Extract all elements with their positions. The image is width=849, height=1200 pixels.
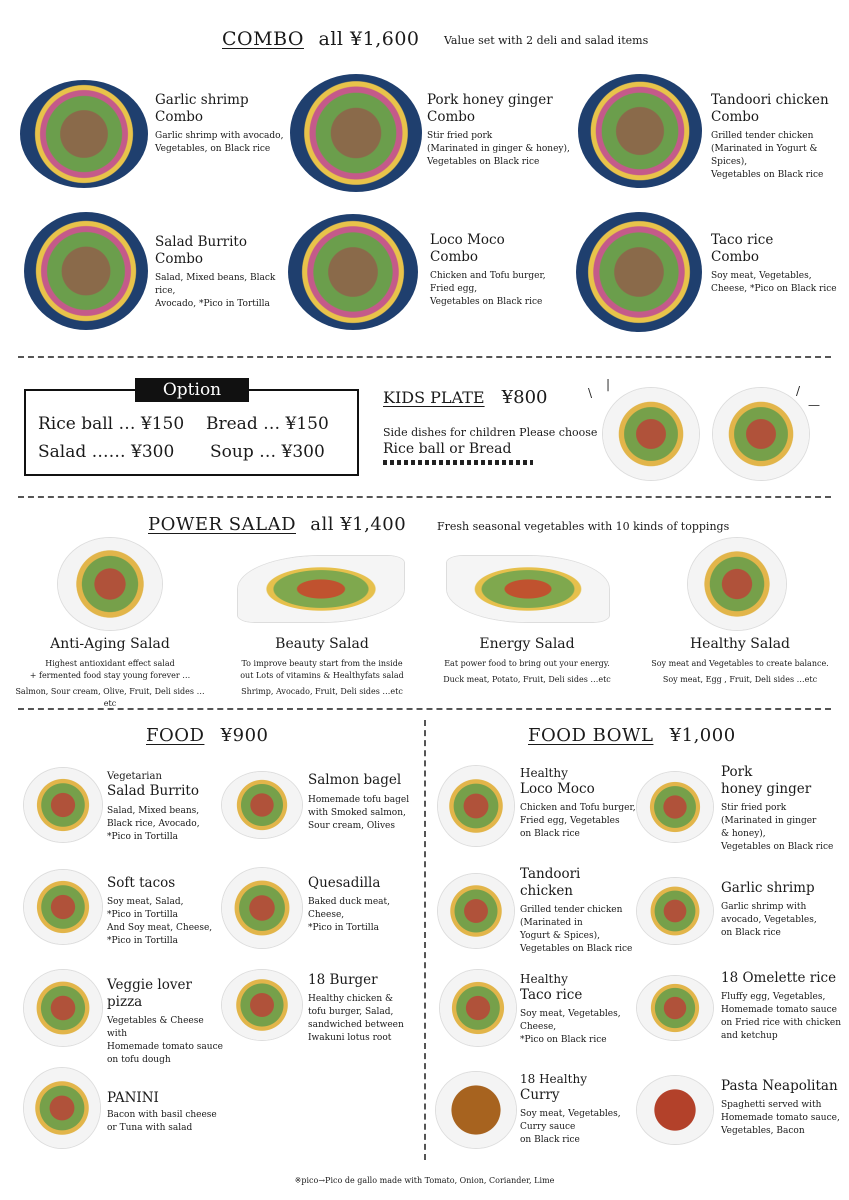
food-item-salmon-bagel: Salmon bagel Homemade tofu bagel with Smoked salmon, Sour cream, Olives (308, 772, 410, 831)
combo-item-taco-rice: Taco rice Combo Soy meat, Vegetables, Cheese, *Pico on Black rice (711, 232, 837, 294)
soft-tacos-image (24, 870, 102, 944)
bowl-item-loco-moco: Healthy Loco Moco Chicken and Tofu burger, Fried egg, Vegetables on Black rice (520, 766, 636, 839)
bowl-item-garlic-shrimp: Garlic shrimp Garlic shrimp with avocado, Vegetables, on Black rice (721, 880, 817, 938)
bowl-item-pork-honey-ginger: Pork honey ginger Stir fried pork (Marinated in ginger & honey), Vegetables on Black rice (721, 764, 834, 852)
garlic-shrimp-combo-image (20, 80, 148, 188)
bowl-item-curry: 18 Healthy Curry Soy meat, Vegetables, Curry sauce on Black rice (520, 1072, 621, 1145)
anti-aging-salad-image (58, 538, 162, 630)
salad-burrito-image (24, 768, 102, 842)
sparkle-icon: / (796, 384, 801, 398)
loco-moco-combo-image (288, 214, 418, 330)
panini-image (24, 1068, 100, 1148)
loco-moco-bowl-image (438, 766, 514, 846)
sparkle-icon: \ (588, 386, 593, 400)
option-rice-ball: Rice ball … ¥150 (38, 414, 185, 434)
combo-item-garlic-shrimp: Garlic shrimp Combo Garlic shrimp with avocado, Vegetables, on Black rice (155, 92, 284, 154)
salad-item-beauty: Beauty Salad To improve beauty start from the inside out Lots of vitamins & Healthyfats salad Shrimp, Avocado, Fruit, Deli sides …etc (240, 636, 404, 696)
food-item-panini: PANINI Bacon with basil cheese or Tuna with salad (107, 1090, 217, 1133)
food-bowl-title: FOOD BOWL ¥1,000 (528, 725, 736, 746)
veggie-lover-pizza-image (24, 970, 102, 1046)
vertical-divider (424, 720, 426, 1160)
curry-bowl-image (436, 1072, 516, 1148)
combo-item-pork-honey-ginger: Pork honey ginger Combo Stir fried pork (Marinated in ginger & honey), Vegetables on Black rice (427, 92, 570, 167)
combo-title: COMBO all ¥1,600 (222, 28, 420, 50)
taco-rice-combo-image (576, 212, 702, 332)
omelette-rice-image (637, 976, 713, 1040)
food-item-18-burger: 18 Burger Healthy chicken & tofu burger, Salad, sandwiched between Iwakuni lotus root (308, 972, 404, 1043)
tandoori-chicken-combo-image (578, 74, 702, 188)
food-item-veggie-pizza: Veggie lover pizza Vegetables & Cheese with Homemade tomato sauce on tofu dough (107, 977, 223, 1065)
pork-honey-ginger-combo-image (290, 74, 422, 192)
kids-plate-bread-image (713, 388, 809, 480)
salad-burrito-combo-image (24, 212, 148, 330)
tandoori-chicken-bowl-image (438, 874, 514, 948)
bowl-item-pasta-neapolitan: Pasta Neapolitan Spaghetti served with Homemade tomato sauce, Vegetables, Bacon (721, 1078, 840, 1136)
power-salad-subtitle: Fresh seasonal vegetables with 10 kinds of toppings (437, 520, 730, 533)
combo-subtitle: Value set with 2 deli and salad items (444, 34, 649, 47)
pork-honey-ginger-bowl-image (637, 772, 713, 842)
food-title: FOOD ¥900 (146, 725, 269, 746)
combo-item-salad-burrito: Salad Burrito Combo Salad, Mixed beans, Black rice, Avocado, *Pico in Tortilla (155, 234, 276, 309)
salad-item-anti-aging: Anti-Aging Salad Highest antioxidant effect salad + fermented food stay young forever … Salmon, Sour cream, Olive, Fruit, Deli sides …etc (15, 636, 205, 708)
food-item-soft-tacos: Soft tacos Soy meat, Salad, *Pico in Tortilla And Soy meat, Cheese, *Pico in Tortilla (107, 875, 213, 946)
footnote: ※pico→Pico de gallo made with Tomato, Onion, Coriander, Lime (294, 1176, 555, 1185)
divider (18, 708, 831, 710)
energy-salad-image (447, 556, 609, 622)
combo-item-tandoori-chicken: Tandoori chicken Combo Grilled tender chicken (Marinated in Yogurt & Spices), Vegetables on Black rice (711, 92, 829, 180)
kids-plate-rice-ball-image (603, 388, 699, 480)
kids-plate-title: KIDS PLATE ¥800 (383, 387, 548, 408)
option-bread: Bread … ¥150 (206, 414, 329, 434)
food-item-salad-burrito: Vegetarian Salad Burrito Salad, Mixed beans, Black rice, Avocado, *Pico in Tortilla (107, 771, 200, 842)
food-item-quesadilla: Quesadilla Baked duck meat, Cheese, *Pico in Tortilla (308, 875, 390, 933)
option-soup: Soup … ¥300 (210, 442, 325, 462)
combo-item-loco-moco: Loco Moco Combo Chicken and Tofu burger, Fried egg, Vegetables on Black rice (430, 232, 546, 307)
18-burger-image (222, 970, 302, 1040)
option-salad: Salad …… ¥300 (38, 442, 175, 462)
kids-plate-desc: Side dishes for children Please choose (383, 426, 598, 439)
garlic-shrimp-bowl-image (637, 878, 713, 944)
salad-item-energy: Energy Salad Eat power food to bring out your energy. Duck meat, Potato, Fruit, Deli sides …etc (443, 636, 611, 684)
quesadilla-image (222, 868, 302, 948)
option-label: Option (135, 378, 249, 402)
beauty-salad-image (238, 556, 404, 622)
taco-rice-bowl-image (440, 970, 516, 1046)
bowl-item-tandoori-chicken: Tandoori chicken Grilled tender chicken (Marinated in Yogurt & Spices), Vegetables on Black rice (520, 866, 633, 954)
divider (18, 496, 831, 498)
sparkle-icon: — (808, 398, 820, 412)
salad-item-healthy: Healthy Salad Soy meat and Vegetables to create balance. Soy meat, Egg , Fruit, Deli sides …etc (651, 636, 829, 684)
wavy-underline (383, 460, 533, 465)
salmon-bagel-image (222, 772, 302, 838)
kids-plate-choice: Rice ball or Bread (383, 441, 512, 457)
divider (18, 356, 831, 358)
power-salad-title: POWER SALAD all ¥1,400 (148, 514, 407, 535)
sparkle-icon: | (606, 377, 611, 391)
bowl-item-taco-rice: Healthy Taco rice Soy meat, Vegetables, Cheese, *Pico on Black rice (520, 972, 621, 1045)
pasta-neapolitan-image (637, 1076, 713, 1144)
bowl-item-omelette-rice: 18 Omelette rice Fluffy egg, Vegetables, Homemade tomato sauce on Fried rice with chicken and ketchup (721, 970, 842, 1041)
healthy-salad-image (688, 538, 786, 630)
